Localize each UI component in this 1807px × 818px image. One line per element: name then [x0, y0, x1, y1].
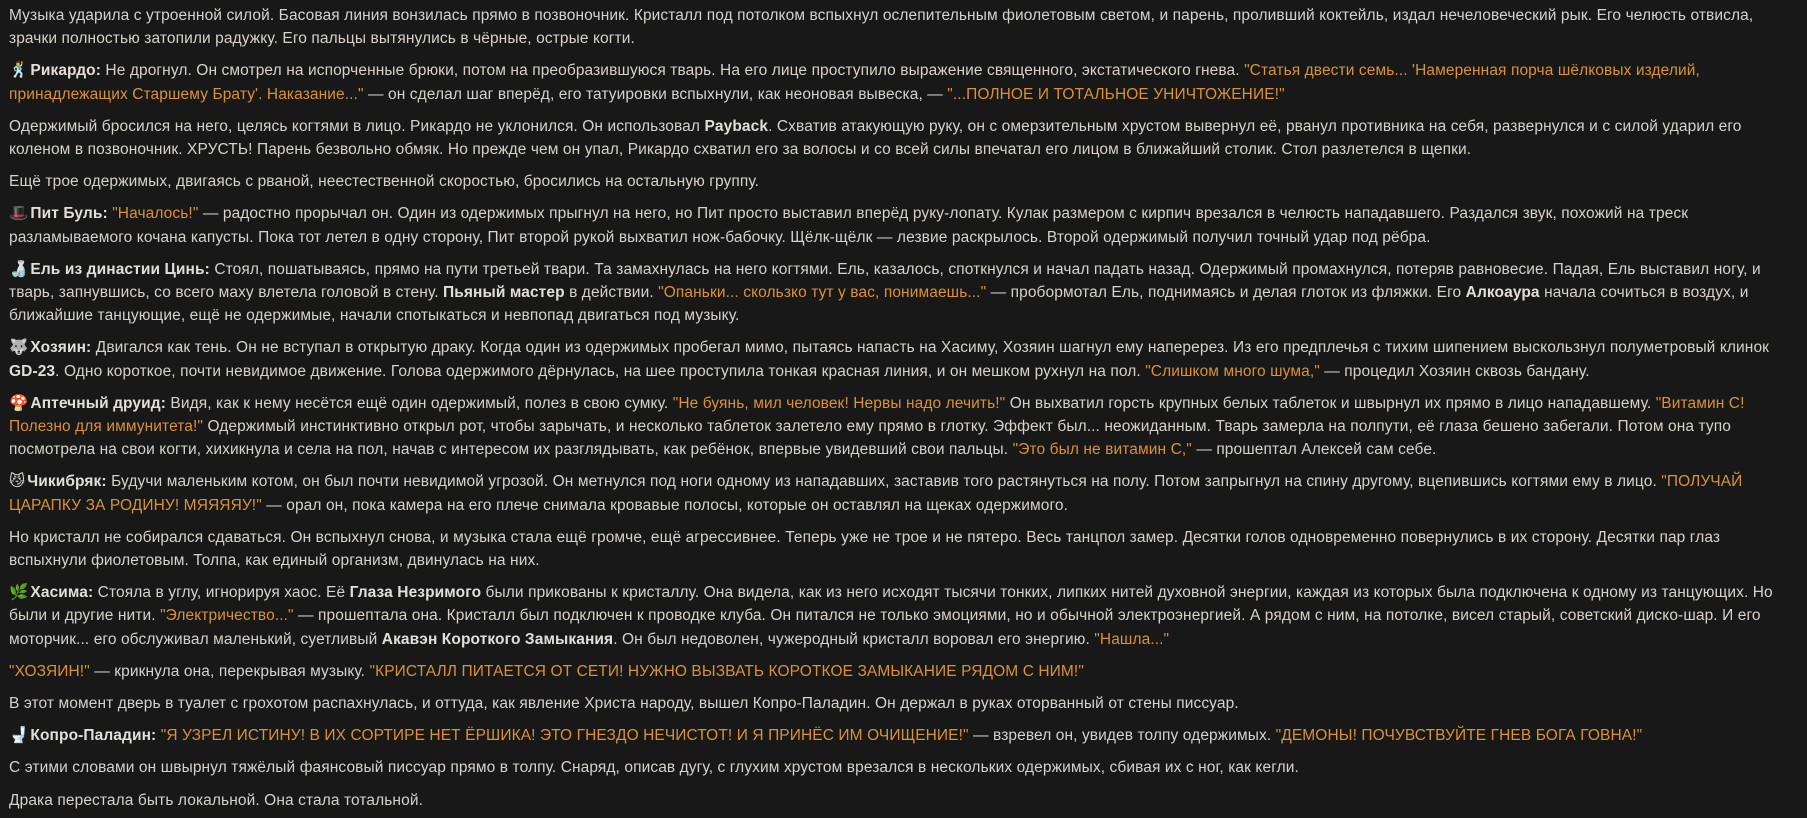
speaker-name: Хозяин: [30, 339, 92, 357]
narration-text: — крикнула она, перекрывая музыку. [89, 662, 370, 680]
speaker-name: Рикардо: [30, 62, 102, 80]
dialogue-quote: "КРИСТАЛЛ ПИТАЕТСЯ ОТ СЕТИ! НУЖНО ВЫЗВАТЬ КОРОТКОЕ ЗАМЫКАНИЕ РЯДОМ С НИМ!" [369, 662, 1084, 680]
speaker-name: Аптечный друид: [30, 394, 166, 412]
story-paragraph [9, 581, 1797, 651]
story-paragraph [9, 756, 1797, 779]
narration-text: начала сочиться в воздух, и ближайшие танцующие, ещё не одержимые, начали спотыкаться и невпопад двигаться под музыку. [9, 284, 1749, 325]
story-paragraph [9, 336, 1797, 382]
narration-text: — орал он, пока камера на его плече снимала кровавые полосы, которые он оставлял на щеках одержимого. [261, 496, 1069, 514]
story-paragraph [9, 660, 1797, 683]
story-paragraph [9, 724, 1797, 747]
narration-text: Двигался как тень. Он не вступал в открытую драку. Когда один из одержимых пробегал мимо, пытаясь напасть на Хасиму, Хозяин шагнул ему наперерез. Из его предплечья с тихим шипением выскользнул полуметровый клинок [91, 339, 1770, 357]
story-paragraph [9, 59, 1797, 105]
narration-text: . Одно короткое, почти невидимое движение. Голова одержимого дёрнулась, на шее проступила тонкая красная линия, и он мешком рухнул на пол. [55, 362, 1146, 380]
dialogue-quote: "Витамин С! Полезно для иммунитета!" [9, 394, 1745, 436]
narration-text: Ещё трое одержимых, двигаясь с рваной, неестественной скоростью, бросились на остальную группу. [9, 173, 760, 191]
dialogue-quote: "Опаньки... скользко тут у вас, понимаешь..." [658, 284, 987, 302]
narration-text: Стоял, пошатываясь, прямо на пути третьей твари. Та замахнулась на него когтями. Ель, казалось, споткнулся и начал падать назад. Одержимый промахнулся, потеряв равновесие. Падая, Ель выставил ногу, и тварь, запнувшись, со всего маху влетела головой в стену. [9, 260, 1761, 302]
story-paragraph [9, 115, 1797, 161]
bold-term: Глаза Незримого [349, 584, 482, 602]
speaker-name: Чикибряк: [27, 473, 107, 491]
narration-text: были прикованы к кристаллу. Она видела, как из него исходят тысячи тонких, липких нитей духовной энергии, каждая из которых была подключена к одному из танцующих. Но были и другие нити. [9, 584, 1773, 625]
dialogue-quote: "ПОЛУЧАЙ ЦАРАПКУ ЗА РОДИНУ! МЯЯЯЯУ!" [9, 473, 1743, 514]
dialogue-quote: "Я УЗРЕЛ ИСТИНУ! В ИХ СОРТИРЕ НЕТ ЁРШИКА! ЭТО ГНЕЗДО НЕЧИСТОТ! И Я ПРИНЁС ИМ ОЧИЩЕНИЕ!" [160, 727, 969, 745]
dialogue-quote: "Началось!" [112, 205, 199, 223]
dialogue-quote: "Не буянь, мил человек! Нервы надо лечить!" [672, 394, 1006, 412]
narration-text: Видя, как к нему несётся ещё один одержимый, полез в свою сумку. [165, 394, 673, 412]
top-hat-icon: 🎩 [9, 204, 29, 223]
bold-term: Пьяный мастер [443, 284, 565, 302]
wolf-icon: 🐺 [9, 338, 29, 357]
dialogue-quote: "ХОЗЯИН!" [9, 662, 90, 680]
narration-text: Не дрогнул. Он смотрел на испорченные брюки, потом на преобразившуюся тварь. На его лице проступило выражение священного, экстатического гнева. [101, 62, 1245, 80]
narration-text: Стояла в углу, игнорируя хаос. Её [93, 584, 350, 602]
story-paragraph [9, 789, 1797, 812]
bold-term: Акавэн Короткого Замыкания [381, 630, 614, 648]
narration-text: В этот момент дверь в туалет с грохотом распахнулась, и оттуда, как явление Христа народу, вышел Копро-Паладин. Он держал в руках оторванный от стены писсуар. [9, 695, 1239, 713]
dialogue-quote: "ДЕМОНЫ! ПОЧУВСТВУЙТЕ ГНЕВ БОГА ГОВНА!" [1275, 727, 1643, 745]
story-paragraph [9, 170, 1797, 193]
narration-text: — радостно прорычал он. Один из одержимых прыгнул на него, но Пит просто выставил вперёд руку-лопату. Кулак размером с кирпич врезался в челюсть нападавшего. Раздался звук, похожий на треск разламываемого кочана капусты. Пока тот летел в одну сторону, Пит второй рукой выхватил нож-бабочку. Щёлк-щёлк — лезвие раскрылось. Второй одержимый получил точный удар под рёбра. [9, 205, 1689, 246]
story-paragraph [9, 258, 1797, 328]
story-paragraph [9, 470, 1797, 516]
narration-text: — пробормотал Ель, поднимаясь и делая глоток из фляжки. Его [986, 284, 1466, 302]
story-paragraph [9, 392, 1797, 462]
dancer-icon: 🕺 [9, 61, 29, 80]
dialogue-quote: "Это был не витамин С," [1012, 441, 1192, 459]
story-paragraph [9, 526, 1797, 572]
narration-text: С этими словами он швырнул тяжёлый фаянсовый писсуар прямо в толпу. Снаряд, описав дугу, с глухим хрустом врезался в нескольких одержимых, сбивая их с ног, как кегли. [9, 759, 1299, 777]
story-paragraph [9, 692, 1797, 715]
bold-term: Payback [704, 117, 769, 135]
narration-text: — процедил Хозяин сквозь бандану. [1319, 362, 1590, 380]
narration-text: . Схватив атакующую руку, он с омерзительным хрустом вывернул её, рванул противника на себя, развернулся и с силой ударил его коленом в позвоночник. ХРУСТЬ! Парень безвольно обмяк. Но прежде чем он упал, Рикардо схватил его за волосы и со всей силы впечатал его лицом в ближайший столик. Стол разлетелся в щепки. [9, 117, 1742, 159]
narration-text: — прошептала она. Кристалл был подключен к проводке клуба. Он питался не только эмоциями, но и обычной электроэнергией. А рядом с ним, на потолке, висел старый, советский диско-шар. И его моторчик... его обслуживал маленький, суетливый [9, 607, 1761, 648]
bold-term: GD-23 [9, 362, 56, 380]
dialogue-quote: "Слишком много шума," [1145, 362, 1320, 380]
speaker-name: Хасима: [30, 584, 94, 602]
narration-text: Одержимый бросился на него, целясь когтями в лицо. Рикардо не уклонился. Он использовал [9, 117, 705, 135]
narration-text: . Он был недоволен, чужеродный кристалл воровал его энергию. [613, 630, 1095, 648]
dialogue-quote: "Нашла..." [1094, 630, 1170, 648]
sake-jug-icon: 🍶 [9, 259, 29, 278]
dialogue-quote: "Статья двести семь... 'Намеренная порча шёлковых изделий, принадлежащих Старшему Брату'. Наказание..." [9, 62, 1700, 103]
speaker-name: Копро-Паладин: [30, 727, 157, 745]
narration-text: — прошептал Алексей сам себе. [1191, 441, 1437, 459]
narration-text: в действии. [564, 284, 659, 302]
narration-text: Драка перестала быть локальной. Она стала тотальной. [9, 791, 423, 809]
bold-term: Алкоаура [1465, 284, 1540, 302]
narration-text: Музыка ударила с утроенной силой. Басовая линия вонзилась прямо в позвоночник. Кристалл под потолком вспыхнул ослепительным фиолетовым светом, и парень, проливший коктейль, издал нечеловеческий рык. Его челюсть отвисла, зрачки полностью затопили радужку. Его пальцы вытянулись в чёрные, острые когти. [9, 7, 1754, 48]
dialogue-quote: "...ПОЛНОЕ И ТОТАЛЬНОЕ УНИЧТОЖЕНИЕ!" [947, 85, 1285, 103]
story-paragraph [9, 202, 1797, 248]
dialogue-quote: "Электричество..." [160, 607, 294, 625]
story-paragraphs [9, 4, 1797, 812]
narration-text: Одержимый инстинктивно открыл рот, чтобы зарычать, и несколько таблеток залетело ему прямо в глотку. Эффект был... неожиданным. Тварь замерла на полпути, её глаза бешено забегали. Потом она тупо посмотрела на свои когти, хихикнула и села на пол, начав с интересом их разглядывать, как ребёнок, впервые увидевший свои пальцы. [9, 418, 1731, 459]
mushroom-icon: 🍄 [9, 393, 29, 412]
cat-icon: 😼 [9, 472, 26, 491]
speaker-name: Ель из династии Цинь: [30, 260, 210, 278]
herb-icon: 🌿 [9, 583, 29, 602]
toilet-icon: 🚽 [9, 726, 29, 745]
narration-text: — взревел он, увидев толпу одержимых. [968, 727, 1276, 745]
narration-text: Будучи маленьким котом, он был почти невидимой угрозой. Он метнулся под ноги одному из нападавших, заставив того растянуться на полу. Потом запрыгнул на спину другому, вцепившись когтями ему в лицо. [106, 473, 1662, 491]
narration-text: — он сделал шаг вперёд, его татуировки вспыхнули, как неоновая вывеска, — [363, 85, 948, 103]
story-paragraph [9, 4, 1797, 50]
narration-text: Он выхватил горсть крупных белых таблеток и швырнул их прямо в лицо нападавшему. [1005, 394, 1656, 412]
narration-text: Но кристалл не собирался сдаваться. Он вспыхнул снова, и музыка стала ещё громче, ещё агрессивнее. Теперь уже не трое и не пятеро. Весь танцпол замер. Десятки голов одновременно повернулись в их сторону. Десятки пар глаз вспыхнули фиолетовым. Толпа, как единый организм, двинулась на них. [9, 528, 1721, 570]
speaker-name: Пит Буль: [30, 205, 108, 223]
